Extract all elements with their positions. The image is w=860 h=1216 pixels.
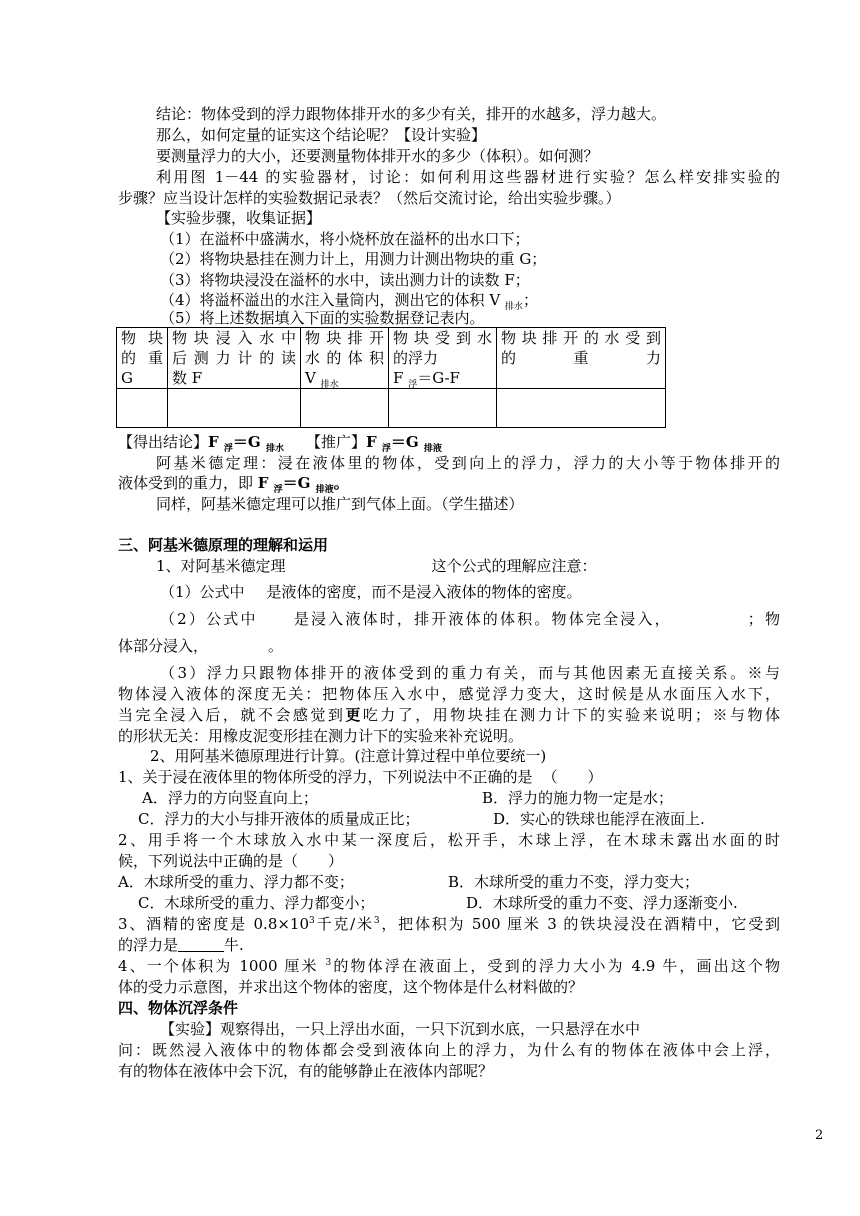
question-2-option-c: C．木球所受的重力、浮力都变小； — [138, 894, 375, 912]
section-tag-steps: 【实验步骤，收集证据】 — [156, 209, 322, 227]
discussion-line-1: 利用图 1－44 的实验器材，讨论：如何利用这些器材进行实验？怎么样安排实验的 — [156, 168, 780, 186]
section-heading-4: 四、物体沉浮条件 — [118, 999, 239, 1017]
note-3-line-4: 的形状无关：用橡皮泥变形挂在测力计下的实验来补充说明。 — [118, 727, 524, 745]
question-1-option-c: C．浮力的大小与排开液体的质量成正比； — [138, 810, 420, 828]
data-record-table — [116, 327, 666, 428]
question-3-line-1: 3、酒精的密度是 $0.8\times 10^3$千克/米$^3$，把体积为 500 厘米 3 的铁块浸没在酒精中，它受到 — [118, 915, 781, 933]
note-1: （1）公式中 是液体的密度，而不是浸入液体的物体的密度。 — [160, 583, 582, 601]
question-3-line-2: 的浮力是 牛. — [118, 936, 244, 954]
table-header-row — [117, 328, 666, 389]
page-number: 2 — [815, 1128, 824, 1143]
table-header-cell: 物块排开 水的体积 V $_{排水}$ — [301, 328, 389, 389]
conclusion-line: 结论：物体受到的浮力跟物体排开水的多少有关，排开的水越多，浮力越大。 — [156, 105, 667, 123]
table-row — [117, 389, 666, 428]
archimedes-principle-line-1: 阿基米德定理：浸在液体里的物体，受到向上的浮力，浮力的大小等于物体排开的 — [156, 454, 780, 472]
question-1-option-d: D．实心的铁球也能浮在液面上. — [493, 810, 705, 828]
question-1-option-b: B．浮力的施力物一定是水； — [482, 789, 674, 807]
measure-line: 要测量浮力的大小，还要测量物体排开水的多少（体积）。如何测？ — [156, 147, 599, 165]
question-1-option-a: A．浮力的方向竖直向上； — [142, 789, 318, 807]
conclusion-formula: 【得出结论】F $_浮$＝G $_{排水}$ 【推广】F $_浮$＝G $_{排液}$ — [118, 433, 442, 454]
question-2-line-1: 2、用手将一个木球放入水中某一深度后，松开手，木球上浮，在木球未露出水面的时 — [118, 831, 780, 849]
step-3: （3）将物块浸没在溢杯的水中，读出测力计的读数 F； — [160, 271, 530, 289]
question-2-line-2: 候，下列说法中正确的是（ ） — [118, 852, 344, 870]
question-4-line-2: 体的受力示意图，并求出这个物体的密度，这个物体是什么材料做的？ — [118, 978, 584, 996]
archimedes-principle-line-2: 液体受到的重力，即 F $_浮$＝G $_{排液}$。 — [118, 474, 349, 495]
note-3-line-3: 当完全浸入后，就不会感觉到更吃力了，用物块挂在测力计下的实验来说明；※与物体 — [118, 706, 780, 724]
question-4-line-1: 4、一个体积为 1000 厘米 $^3$的物体浮在液面上，受到的浮力大小为 4.9 牛，画出这个物 — [118, 957, 780, 975]
table-header-cell: 物块 的重 G — [117, 328, 168, 389]
experiment-line-1: 【实验】观察得出，一只上浮出水面，一只下沉到水底，一只悬浮在水中 — [160, 1020, 641, 1038]
step-2: （2）将物块悬挂在测力计上，用测力计测出物块的重 G； — [160, 250, 547, 268]
note-3-line-2: 物体浸入液体的深度无关：把物体压入水中，感觉浮力变大，这时候是从水面压入水下， — [118, 685, 780, 703]
table-header-cell: 物块受到水 的浮力 F $_浮$＝G-F — [389, 328, 497, 389]
note-2-line-1: （2）公式中 是浸入液体时，排开液体的体积。物体完全浸入， ；物 — [160, 610, 780, 628]
note-3-line-1: （3）浮力只跟物体排开的液体受到的重力有关，而与其他因素无直接关系。※与 — [160, 664, 780, 682]
question-2-option-a: A．木球所受的重力、浮力都不变； — [118, 873, 354, 891]
note-2-line-2: 体部分浸入， 。 — [118, 637, 284, 655]
gas-extension-line: 同样，阿基米德定理可以推广到气体上面。（学生描述） — [156, 495, 524, 513]
step-4: （4）将溢杯溢出的水注入量筒内，测出它的体积 V $_{排水}$； — [160, 291, 538, 312]
understanding-line: 1、对阿基米德定理 这个公式的理解应注意： — [156, 557, 597, 575]
step-1: （1）在溢杯中盛满水，将小烧杯放在溢杯的出水口下； — [160, 230, 530, 248]
step-5: （5）将上述数据填入下面的实验数据登记表内。 — [160, 309, 485, 327]
table-header-cell: 物块浸入水中 后测力计的读 数 F — [168, 328, 301, 389]
question-line: 那么，如何定量的证实这个结论呢？【设计实验】 — [156, 126, 487, 144]
question-2-option-b: B．木球所受的重力不变，浮力变大； — [448, 873, 700, 891]
experiment-line-2: 问：既然浸入液体中的物体都会受到液体向上的浮力，为什么有的物体在液体中会上浮， — [118, 1041, 780, 1059]
table-header-cell: 物块排开的水受到 的 重 力 — [497, 328, 666, 389]
section-heading-3: 三、阿基米德原理的理解和运用 — [118, 536, 329, 554]
question-2-option-d: D．木球所受的重力不变、浮力逐渐变小. — [466, 894, 738, 912]
discussion-line-2: 步骤？应当设计怎样的实验数据记录表？（然后交流讨论，给出实验步骤。） — [118, 189, 621, 207]
calculation-line: 2、用阿基米德原理进行计算。(注意计算过程中单位要统一) — [150, 747, 547, 765]
question-1: 1、关于浸在液体里的物体所受的浮力，下列说法中不正确的是 （ ） — [118, 768, 603, 786]
experiment-line-3: 有的物体在液体中会下沉，有的能够静止在液体内部呢？ — [118, 1062, 494, 1080]
